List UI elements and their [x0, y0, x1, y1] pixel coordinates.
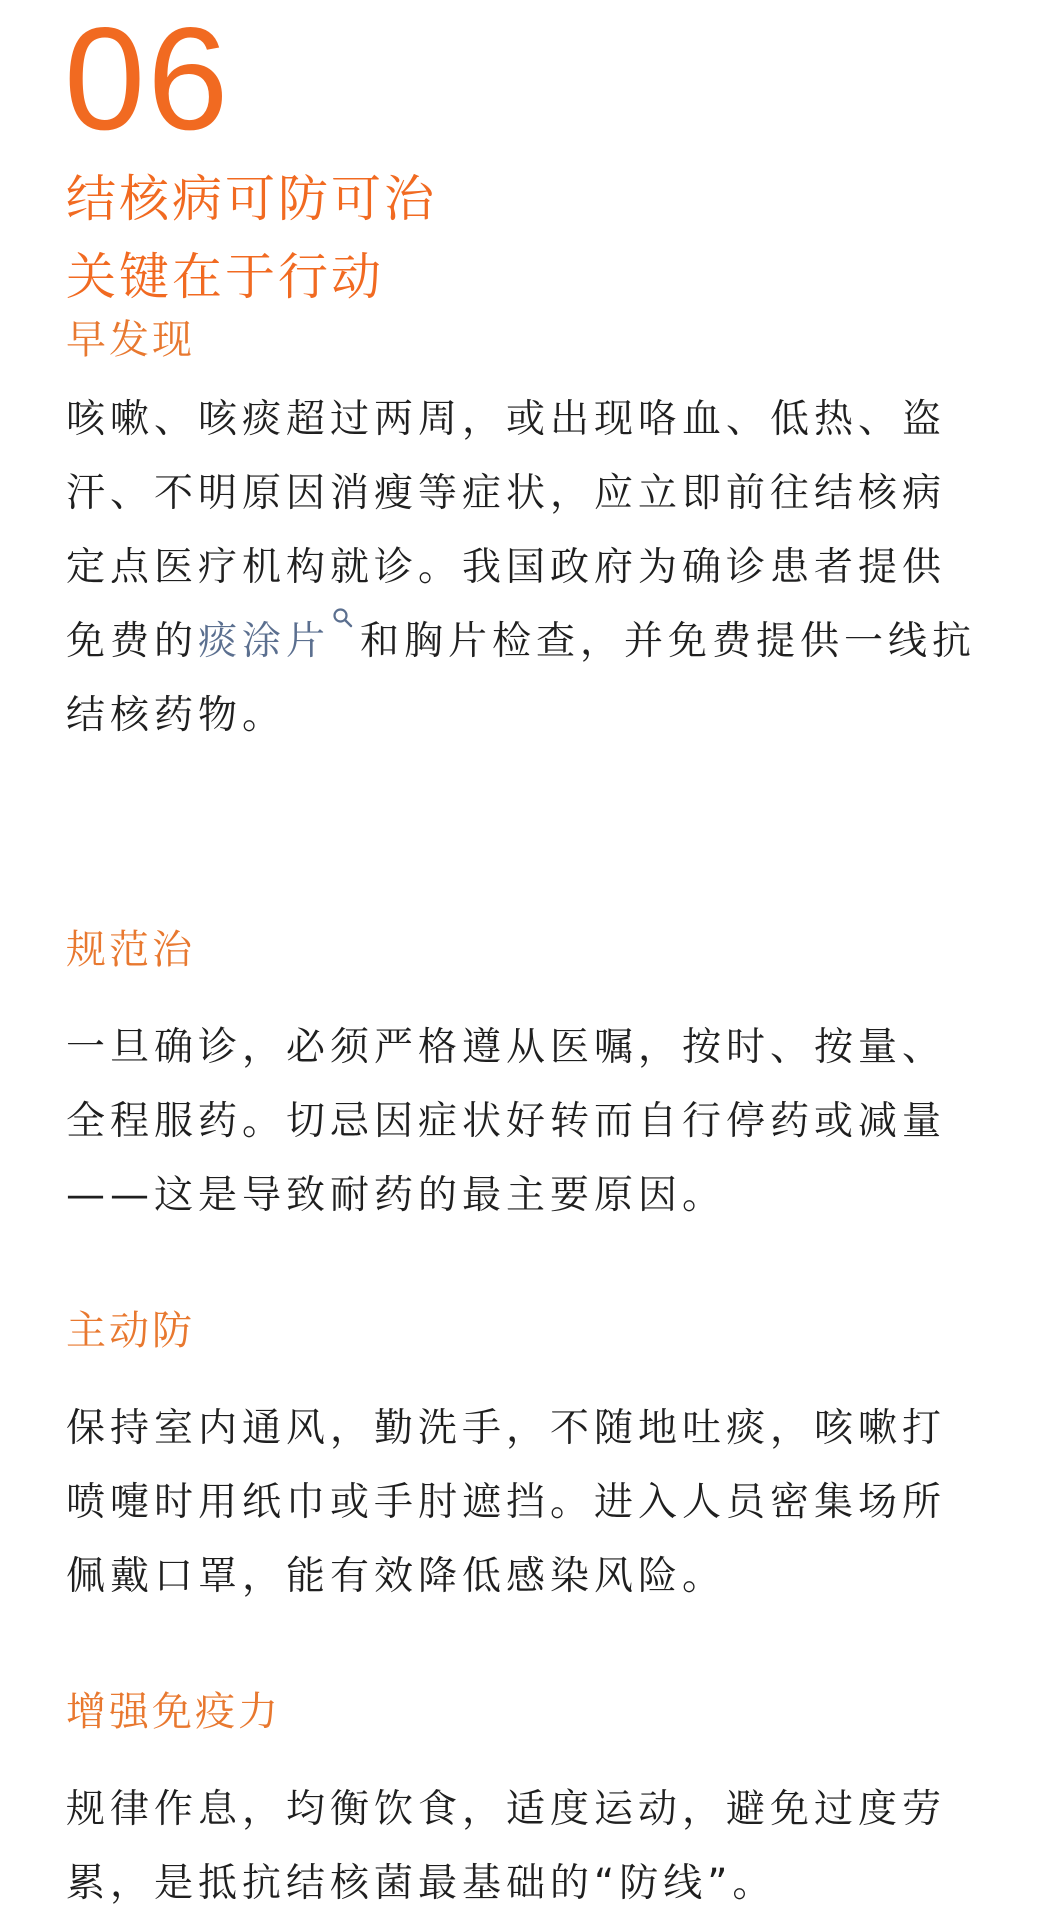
paragraph-line: 定点医疗机构就诊。我国政府为确诊患者提供 — [66, 545, 947, 590]
headline — [66, 160, 437, 316]
paragraph-line: ——这是导致耐药的最主要原因。 — [66, 1173, 727, 1218]
paragraph-line: 累，是抵抗结核菌最基础的“防线”。 — [66, 1861, 777, 1906]
section-title-active-prevention: 主动防 — [66, 1308, 195, 1354]
paragraph-standard-treatment — [66, 1011, 1006, 1233]
paragraph-line: 一旦确诊，必须严格遵从医嘱，按时、按量、 — [66, 1025, 947, 1070]
section-title-boost-immunity: 增强免疫力 — [66, 1689, 281, 1735]
paragraph-line: 结核药物。 — [66, 693, 287, 738]
headline-line-2: 关键在于行动 — [66, 248, 384, 306]
search-icon[interactable] — [330, 605, 356, 645]
paragraph-line: 规律作息，均衡饮食，适度运动，避免过度劳 — [66, 1787, 947, 1832]
paragraph-early-detection — [66, 383, 1006, 753]
paragraph-line: 佩戴口罩，能有效降低感染风险。 — [66, 1554, 727, 1599]
headline-line-1: 结核病可防可治 — [66, 170, 437, 228]
paragraph-line: 咳嗽、咳痰超过两周，或出现咯血、低热、盗 — [66, 397, 947, 442]
text-segment: 和胸片检查，并免费提供一线抗 — [360, 619, 977, 664]
paragraph-line: 全程服药。切忌因症状好转而自行停药或减量 — [66, 1099, 947, 1144]
text-segment: 免费的 — [66, 619, 199, 664]
section-title-early-detection: 早发现 — [66, 317, 195, 363]
paragraph-line: 汗、不明原因消瘦等症状，应立即前往结核病 — [66, 471, 947, 516]
paragraph-boost-immunity — [66, 1773, 1006, 1921]
paragraph-line: 喷嚏时用纸巾或手肘遮挡。进入人员密集场所 — [66, 1480, 947, 1525]
paragraph-line — [66, 605, 1006, 679]
section-number: 06 — [64, 0, 231, 160]
section-title-standard-treatment: 规范治 — [66, 927, 195, 973]
paragraph-active-prevention — [66, 1392, 1006, 1614]
paragraph-line: 保持室内通风，勤洗手，不随地吐痰，咳嗽打 — [66, 1406, 947, 1451]
sputum-smear-link[interactable]: 痰涂片 — [198, 619, 331, 664]
